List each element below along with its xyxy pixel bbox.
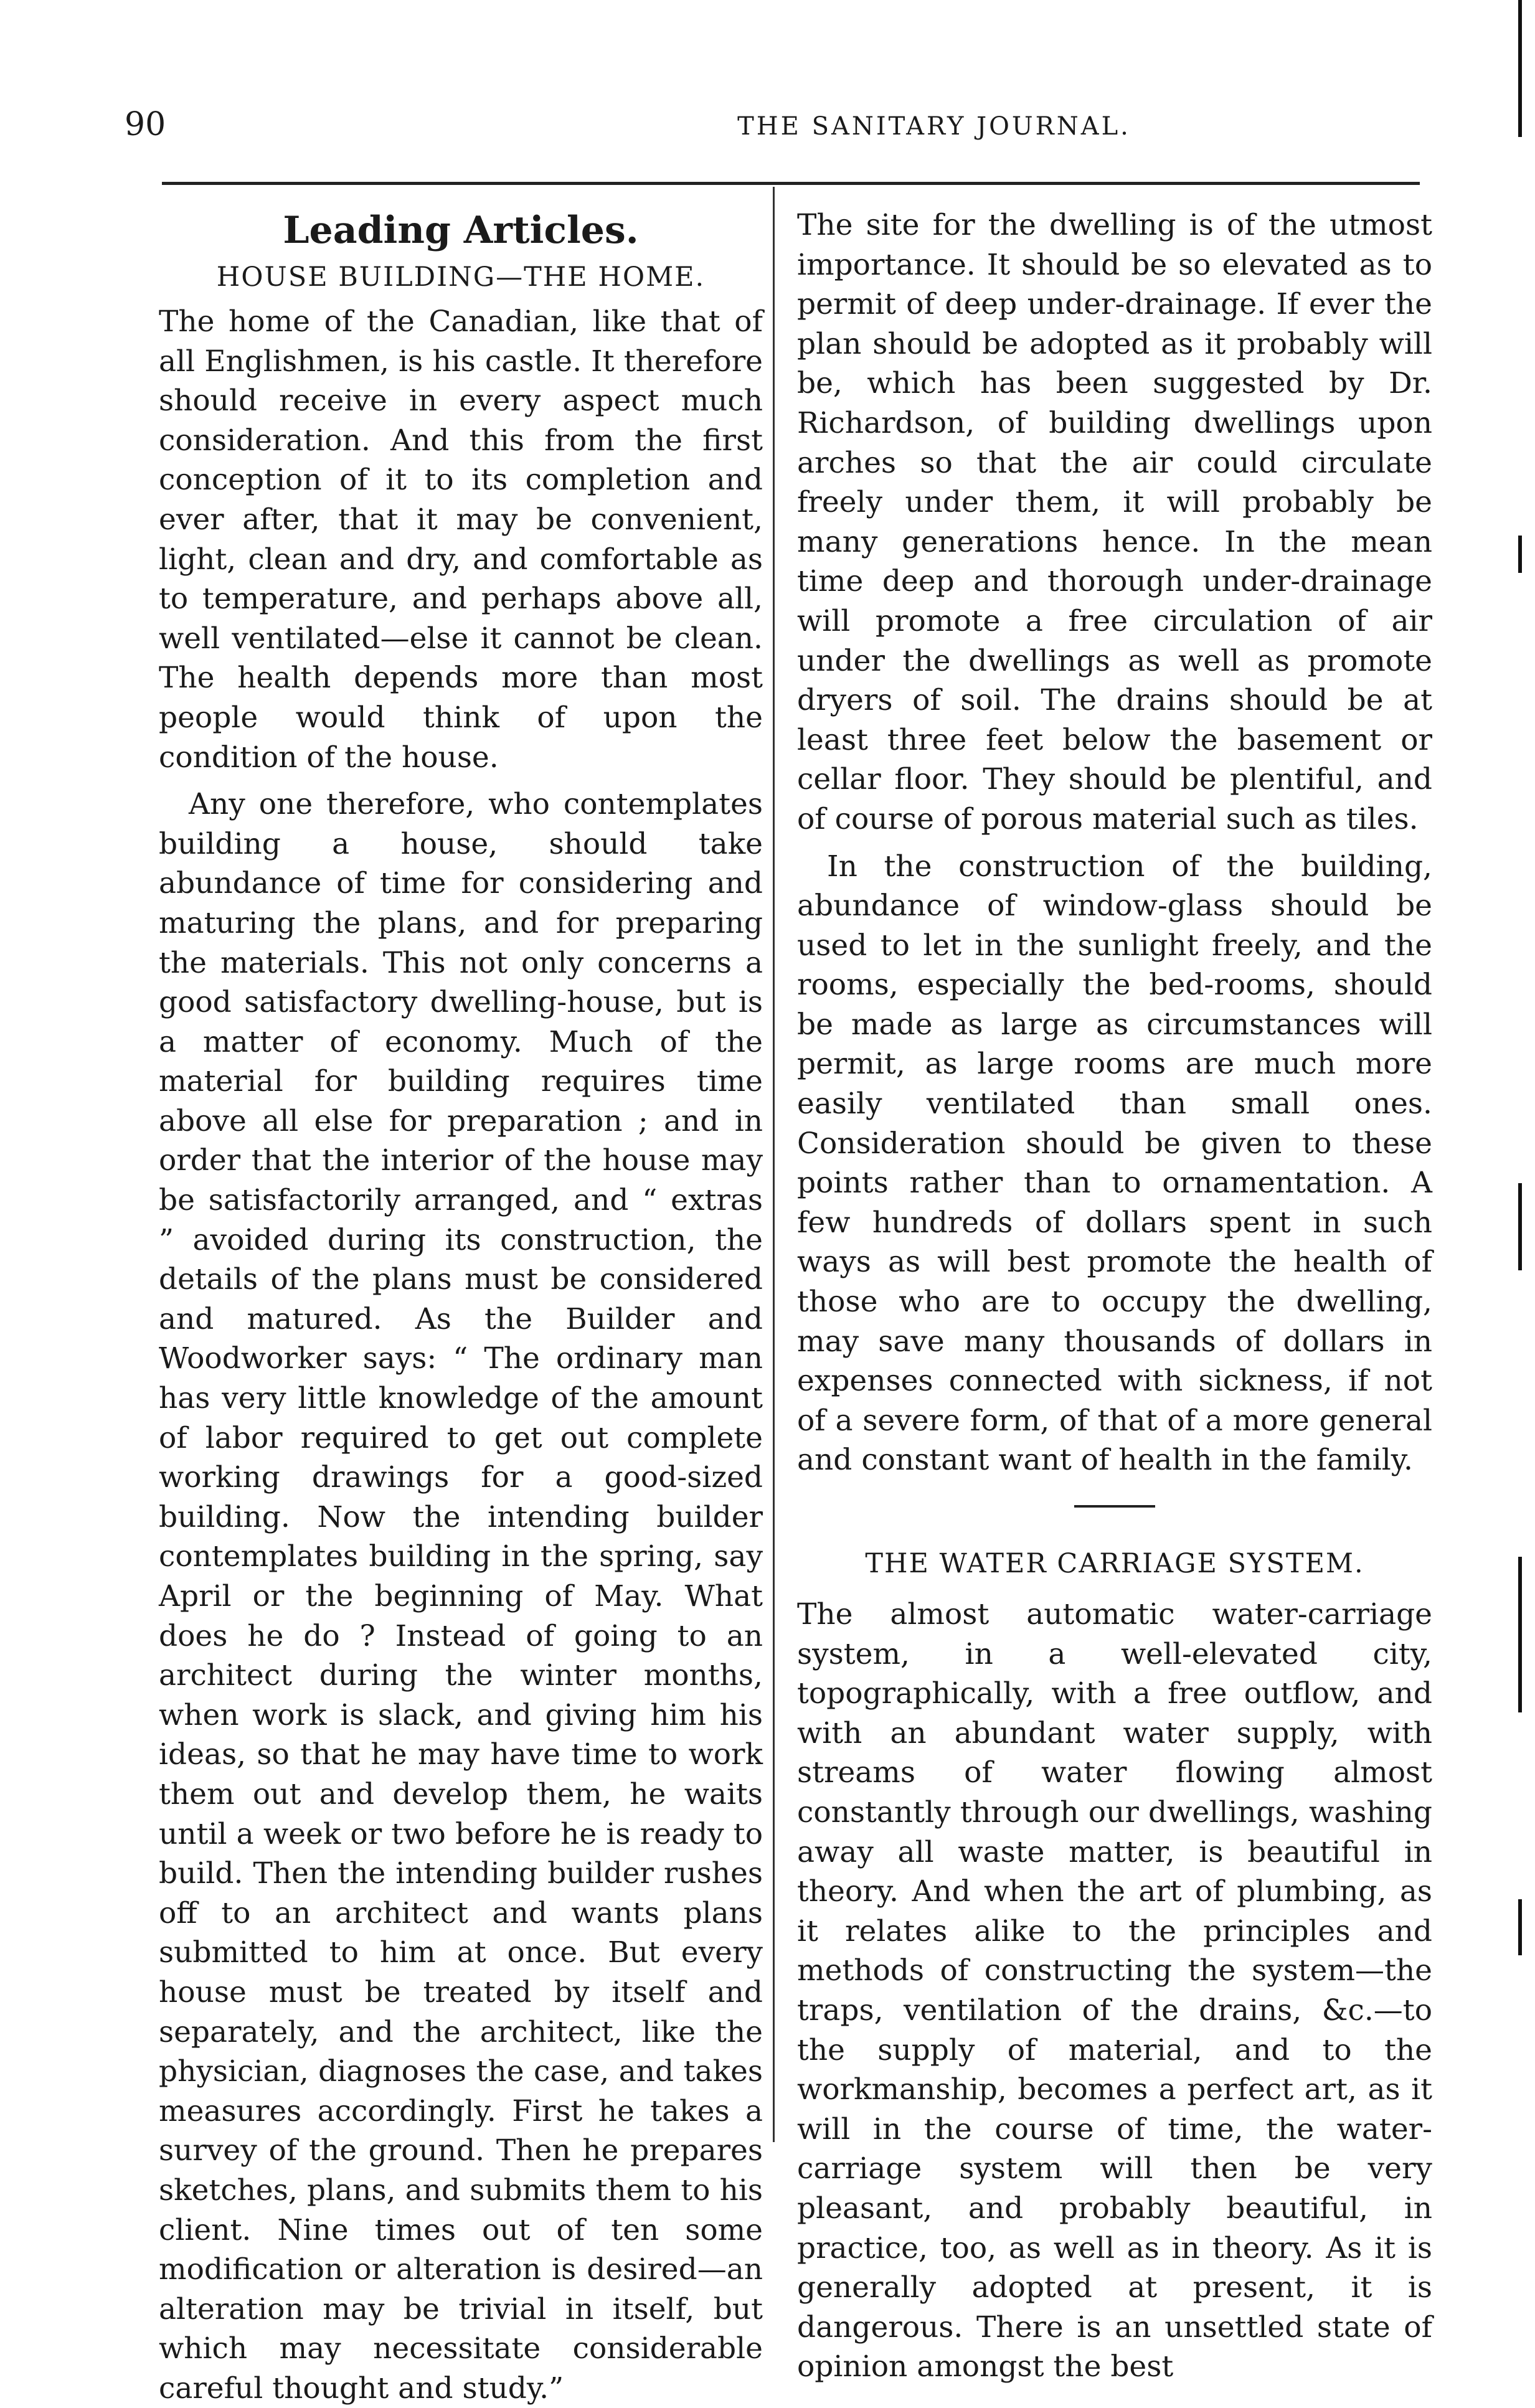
article-title: HOUSE BUILDING—THE HOME. [216,262,706,293]
paragraph: The home of the Canadian, like that of all Englishmen, is his castle. It therefore should receive in every aspect much consideration. And this from the first conception of it to its completion and ever after, that it may be convenient, light, clean and dry, and comfortable as to temperature, and perhaps above all, well ventilated—else it cannot be clean. The health depends more than most people would think of upon the condition of the house. [159,305,763,775]
paragraph: In the construction of the building, abundance of window-glass should be used to let in the sunlight freely, and the rooms, especially the bed-rooms, should be made as large as circumstances will permit, as large rooms are much more easily ventilated than small ones. Consideration should be given to these points rather than to ornamentation. A few hundreds of dollars spent in such ways as will best promote the health of those who are to occupy the dwelling, may save many thousands of dollars in expenses connected with sickness, if not of a severe form, of that of a more general and constant want of health in the family. [797,849,1432,1478]
column-rule [773,187,775,2142]
edge-mark [1518,1183,1522,1270]
paragraph: The site for the dwelling is of the utmost importance. It should be so elevated as to permit of deep under-drainage. If ever the plan should be adopted as it probably will be, which has been suggested by Dr. Richardson, of building dwellings upon arches so that the air could circulate freely under them, it will probably be many generations hence. In the mean time deep and thorough under-drainage will promote a free circulation of air under the dwellings as well as promote dryers of soil. The drains should be at least three feet below the basement or cellar floor. They should be plentiful, and of course of porous material such as tiles. [797,208,1432,836]
edge-mark [1518,0,1522,137]
edge-mark [1518,1899,1522,1955]
page-number: 90 [125,106,166,143]
page-edge-marks [1507,0,1532,2272]
section-divider [1074,1505,1155,1508]
edge-mark [1518,536,1522,573]
top-rule [162,182,1420,185]
running-head: THE SANITARY JOURNAL. [737,112,1131,141]
paragraph: Any one therefore, who contemplates building a house, should take abundance of time for considering and maturing the plans, and for preparing the materials. This not only concerns a good satisfactory dwelling-house, but is a matter of economy. Much of the material for building requires time above all else for preparation ; and in order that the interior of the house may be satisfactorily arranged, and “ extras ” avoided during its construction, the details of the plans must be considered and matured. As the Builder and Woodworker says: “ The ordinary man has very little knowledge of the amount of labor required to get out complete working drawings for a good-sized building. Now the intending builder contemplates building in the spring, say April or the beginning of May. What does he do ? Instead of going to an architect during the winter months, when work is slack, and giving him his ideas, so that he may have time to work them out and develop them, he waits until a week or two before he is ready to build. Then the intending builder rushes off to an architect and wants plans submitted to him at once. But every house must be treated by itself and separately, and the architect, like the physician, diagnoses the case, and takes measures accordingly. First he takes a survey of the ground. Then he prepares sketches, plans, and submits them to his client. Nine times out of ten some modification or alteration is desired—an alteration may be trivial in itself, but which may necessitate considerable careful thought and study.” [159,787,763,2406]
right-column [797,199,1432,2387]
article-title: THE WATER CARRIAGE SYSTEM. [865,1548,1364,1579]
edge-mark [1518,1557,1522,1712]
section-title: Leading Articles. [283,209,639,252]
paragraph: The almost automatic water-carriage system, in a well-elevated city, topographically, with a free outflow, and with an abundant water supply, with streams of water flowing almost constantly through our dwellings, washing away all waste matter, is beautiful in theory. And when the art of plumbing, as it relates alike to the principles and methods of constructing the system—the traps, ventilation of the drains, &c.—to the supply of material, and to the workmanship, becomes a perfect art, as it will in the course of time, the water-carriage system will then be very pleasant, and probably beautiful, in practice, too, as well as in theory. As it is generally adopted at present, it is dangerous. There is an unsettled state of opinion amongst the best [797,1597,1432,2384]
left-column [159,199,763,2408]
